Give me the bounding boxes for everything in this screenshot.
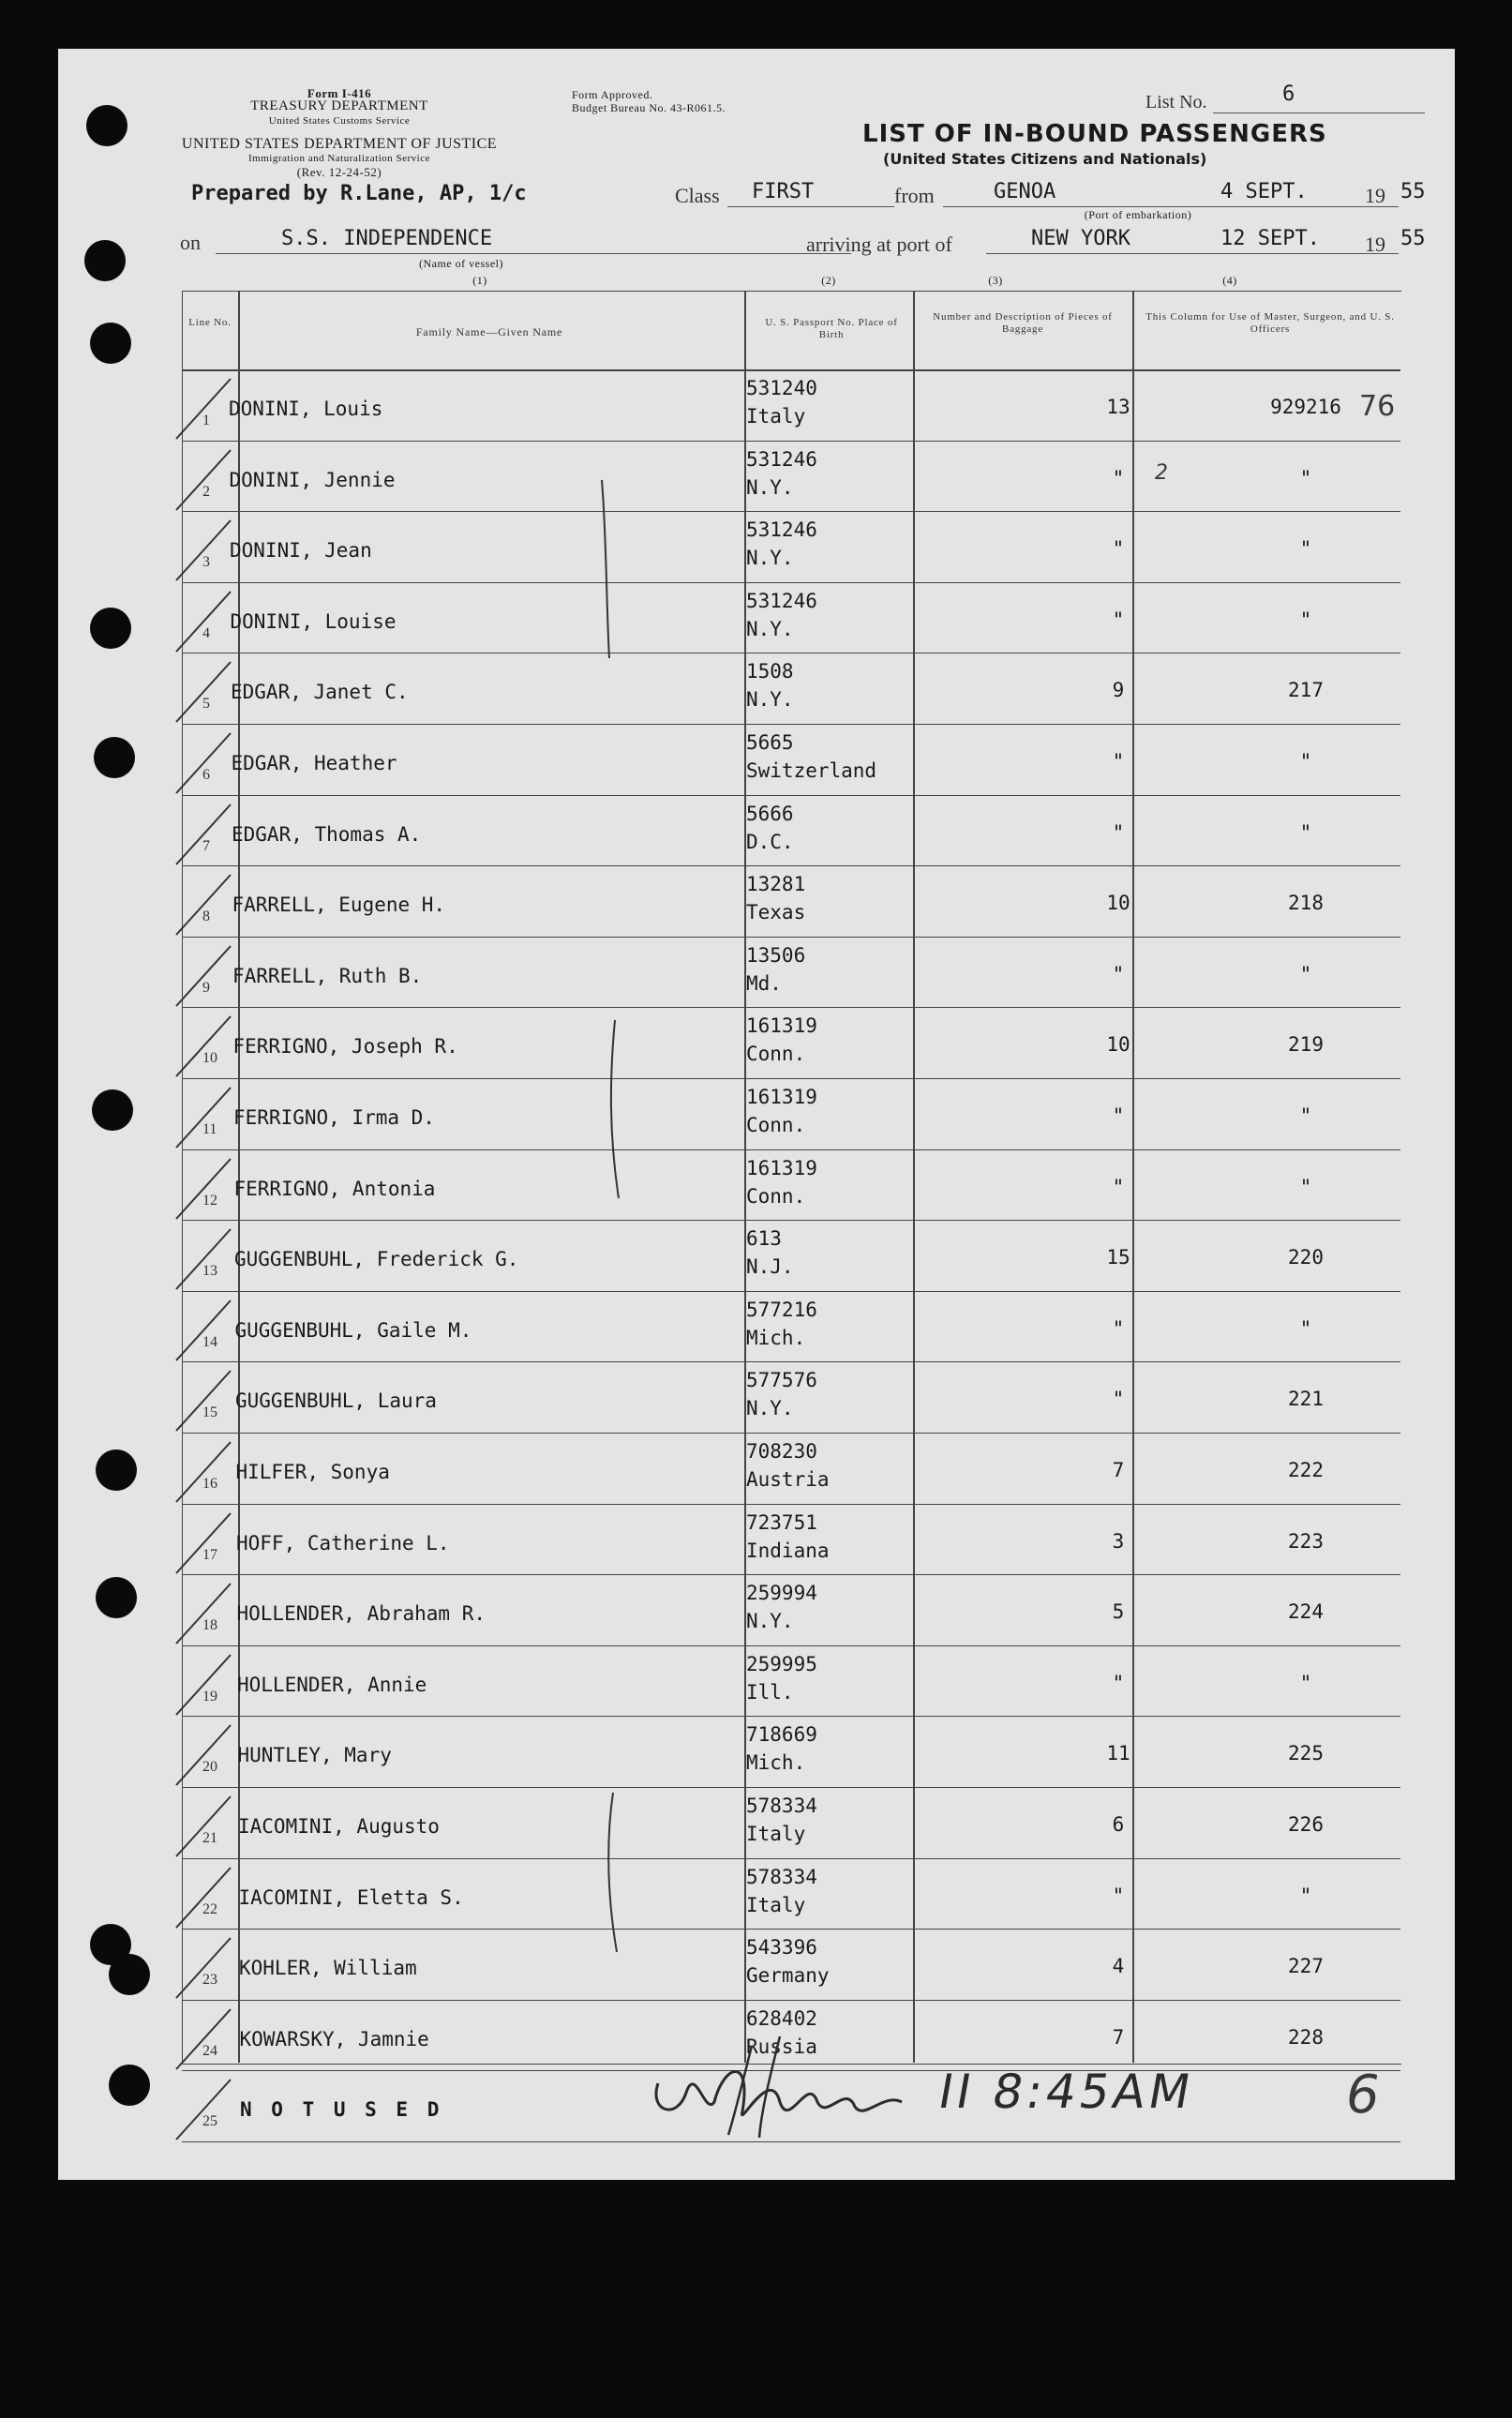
place-of-birth: Conn. <box>746 1184 806 1208</box>
col-header-line-no: Line No. <box>188 317 232 328</box>
passport-number: 161319 <box>746 1086 817 1108</box>
passport-number: 531246 <box>746 589 817 612</box>
officer-note: 929216 <box>1270 396 1341 418</box>
vessel-name: S.S. INDEPENDENCE <box>281 227 493 250</box>
officer-note: 220 <box>1288 1246 1324 1269</box>
arriving-label: arriving at port of <box>806 233 952 256</box>
line-number: 22 <box>202 1900 217 1917</box>
passport-number: 161319 <box>746 1014 817 1038</box>
budget-bureau: Budget Bureau No. 43-R061.5. <box>572 101 726 114</box>
place-of-birth: Switzerland <box>746 759 877 782</box>
officer-note: " <box>1299 608 1312 631</box>
vessel-label: (Name of vessel) <box>419 257 503 270</box>
baggage-count: " <box>1112 820 1125 844</box>
baggage-count: " <box>1112 1316 1125 1340</box>
line-number: 11 <box>202 1121 217 1137</box>
passport-number: 5665 <box>746 731 794 754</box>
line-number: 20 <box>202 1759 217 1776</box>
dept-treasury-sub: United States Customs Service <box>268 115 411 127</box>
baggage-count: 15 <box>1106 1246 1130 1269</box>
officer-note: 226 <box>1288 1813 1324 1836</box>
passenger-name: FERRIGNO, Joseph R. <box>232 1035 458 1059</box>
list-no-label: List No. <box>1145 92 1207 113</box>
stamp-mark: II 8:45AM <box>934 2065 1199 2119</box>
col-header-passport: U. S. Passport No. Place of Birth <box>765 317 898 340</box>
passenger-name: GUGGENBUHL, Frederick G. <box>234 1248 519 1271</box>
passenger-name: IACOMINI, Eletta S. <box>238 1885 464 1909</box>
place-of-birth: Mich. <box>746 1751 806 1775</box>
passenger-name: DONINI, Jean <box>230 539 372 563</box>
place-of-birth: N.J. <box>746 1255 794 1279</box>
passenger-name: EDGAR, Thomas A. <box>232 822 422 846</box>
passport-number: 1508 <box>746 660 794 683</box>
line-number: 10 <box>202 1050 217 1067</box>
passenger-name: EDGAR, Janet C. <box>231 681 409 704</box>
year-2: 55 <box>1400 227 1426 250</box>
depart-date: 4 SEPT. <box>1220 180 1308 203</box>
baggage-count: 6 <box>1112 1813 1125 1836</box>
baggage-count: " <box>1112 1671 1125 1694</box>
arrival-port: NEW YORK <box>1031 227 1130 250</box>
prepared-by: Prepared by R.Lane, AP, 1/c <box>191 182 527 205</box>
place-of-birth: Germany <box>746 1964 830 1988</box>
place-of-birth: Texas <box>746 901 806 924</box>
line-number: 18 <box>202 1617 217 1634</box>
line-number: 3 <box>202 554 210 571</box>
page-title: LIST OF IN-BOUND PASSENGERS <box>862 120 1327 148</box>
col-num-1: (1) <box>472 274 487 287</box>
form-number: Form I-416 <box>307 86 372 100</box>
passport-number: 718669 <box>746 1723 817 1747</box>
baggage-count: 9 <box>1112 679 1125 702</box>
passenger-name: HOFF, Catherine L. <box>236 1531 450 1554</box>
officer-note: " <box>1299 1175 1312 1198</box>
passenger-name: FERRIGNO, Antonia <box>233 1177 436 1200</box>
baggage-count: 7 <box>1112 2025 1125 2049</box>
place-of-birth: N.Y. <box>746 475 794 499</box>
dept-justice: UNITED STATES DEPARTMENT OF JUSTICE <box>181 136 498 152</box>
col-num-4: (4) <box>1222 274 1237 287</box>
year-prefix-1: 19 <box>1365 184 1385 207</box>
line-number: 23 <box>202 1972 217 1989</box>
passport-number: 259995 <box>746 1652 817 1675</box>
officer-note: " <box>1299 1316 1312 1340</box>
baggage-count: 13 <box>1106 396 1130 418</box>
line-number: 25 <box>202 2113 217 2130</box>
passport-number: 577216 <box>746 1298 817 1321</box>
passenger-name: DONINI, Jennie <box>229 468 396 491</box>
line-number: 13 <box>202 1263 217 1280</box>
line-number: 17 <box>202 1546 217 1563</box>
class-label: Class <box>675 184 720 207</box>
class-value: FIRST <box>752 180 815 203</box>
passport-number: 5666 <box>746 802 794 825</box>
line-number: 8 <box>202 909 210 925</box>
line-number: 4 <box>202 624 210 641</box>
officer-note: 227 <box>1288 1955 1324 1978</box>
passenger-name: FERRIGNO, Irma D. <box>233 1106 435 1129</box>
list-no-value: 6 <box>1282 83 1295 106</box>
baggage-count: " <box>1112 466 1125 489</box>
baggage-count: 10 <box>1106 1033 1130 1057</box>
officer-note: " <box>1299 820 1312 844</box>
passport-number: 578334 <box>746 1795 817 1817</box>
place-of-birth: N.Y. <box>746 1610 794 1633</box>
officer-note: 217 <box>1288 679 1324 702</box>
corner-mark: 76 <box>1359 390 1396 423</box>
baggage-count: 5 <box>1112 1600 1125 1624</box>
baggage-count: " <box>1112 750 1125 773</box>
officer-note: 218 <box>1288 892 1324 915</box>
passport-number: 531246 <box>746 447 817 471</box>
form-approval: Form Approved. <box>572 88 653 101</box>
passenger-name: FARRELL, Ruth B. <box>232 964 423 987</box>
officer-note: " <box>1299 962 1312 985</box>
place-of-birth: N.Y. <box>746 688 794 712</box>
passport-number: 708230 <box>746 1440 817 1463</box>
line-number: 19 <box>202 1688 217 1705</box>
col-header-baggage: Number and Description of Pieces of Baggage <box>933 311 1113 335</box>
officer-note: " <box>1299 1104 1312 1127</box>
place-of-birth: Ill. <box>746 1680 794 1704</box>
passenger-name: GUGGENBUHL, Laura <box>235 1389 437 1413</box>
baggage-count: " <box>1112 1104 1125 1127</box>
line-number: 1 <box>202 413 210 428</box>
baggage-count: 3 <box>1112 1529 1125 1553</box>
line-number: 9 <box>202 979 210 996</box>
passenger-name: GUGGENBUHL, Gaile M. <box>234 1318 472 1342</box>
place-of-birth: N.Y. <box>746 1397 794 1420</box>
passenger-name: KOWARSKY, Jamnie <box>239 2027 429 2050</box>
year-prefix-2: 19 <box>1365 233 1385 256</box>
officer-note: 228 <box>1288 2025 1324 2049</box>
officer-note: 222 <box>1288 1459 1324 1481</box>
bracket-marks <box>58 49 1455 2180</box>
passport-number: 578334 <box>746 1865 817 1888</box>
place-of-birth: Italy <box>746 405 806 428</box>
passenger-name: HUNTLEY, Mary <box>237 1744 392 1767</box>
from-value: GENOA <box>994 180 1056 203</box>
baggage-count: " <box>1112 1388 1125 1411</box>
officer-note: 219 <box>1288 1033 1324 1057</box>
dept-justice-sub: Immigration and Naturalization Service <box>247 153 431 164</box>
form-revision: (Rev. 12-24-52) <box>296 165 382 179</box>
page-subtitle: (United States Citizens and Nationals) <box>883 150 1207 168</box>
passport-number: 13506 <box>746 943 806 967</box>
place-of-birth: Conn. <box>746 1114 806 1136</box>
place-of-birth: Conn. <box>746 1043 806 1066</box>
line-number: 2 <box>202 483 210 500</box>
line-number: 16 <box>202 1476 217 1492</box>
passport-number: 259994 <box>746 1582 817 1605</box>
passport-number: 161319 <box>746 1156 817 1179</box>
col-num-2: (2) <box>821 274 836 287</box>
on-label: on <box>180 231 201 254</box>
passenger-name: N O T U S E D <box>240 2098 443 2122</box>
passport-number: 531240 <box>746 377 817 399</box>
year-1: 55 <box>1400 180 1426 203</box>
line-number: 24 <box>202 2042 217 2059</box>
col-num-3: (3) <box>988 274 1003 287</box>
passenger-name: FARRELL, Eugene H. <box>232 894 446 917</box>
passport-number: 543396 <box>746 1936 817 1960</box>
document-sheet <box>58 49 1455 2180</box>
place-of-birth: Austria <box>746 1468 830 1491</box>
passport-number: 628402 <box>746 2006 817 2030</box>
place-of-birth: N.Y. <box>746 617 794 640</box>
passenger-name: DONINI, Louise <box>230 609 397 633</box>
place-of-birth: D.C. <box>746 830 794 853</box>
baggage-count: 11 <box>1106 1742 1130 1765</box>
passenger-name: HOLLENDER, Abraham R. <box>236 1602 487 1626</box>
footer-mark: 6 <box>1346 2065 1380 2125</box>
passport-number: 613 <box>746 1227 782 1251</box>
from-label: from <box>894 184 935 207</box>
line-number: 12 <box>202 1192 217 1209</box>
baggage-count: " <box>1112 1175 1125 1198</box>
passport-number: 531246 <box>746 518 817 542</box>
baggage-count: 10 <box>1106 892 1130 915</box>
passenger-name: IACOMINI, Augusto <box>238 1815 440 1838</box>
passenger-name: KOHLER, William <box>239 1957 417 1980</box>
officer-note: " <box>1299 537 1312 561</box>
passenger-name: DONINI, Louis <box>229 398 383 420</box>
place-of-birth: Md. <box>746 971 782 995</box>
officer-note: " <box>1299 750 1312 773</box>
row2-mark: 2 <box>1155 461 1168 485</box>
officer-note: 221 <box>1288 1388 1324 1411</box>
baggage-count: " <box>1112 1884 1125 1907</box>
place-of-birth: Russia <box>746 2035 817 2058</box>
place-of-birth: N.Y. <box>746 547 794 570</box>
place-of-birth: Italy <box>746 1823 806 1845</box>
port-embark-label: (Port of embarkation) <box>1084 208 1192 221</box>
arrival-date: 12 SEPT. <box>1220 227 1320 250</box>
passport-number: 723751 <box>746 1510 817 1534</box>
line-number: 7 <box>202 837 210 854</box>
line-number: 6 <box>202 767 210 783</box>
line-number: 21 <box>202 1830 217 1846</box>
baggage-count: " <box>1112 537 1125 561</box>
passport-number: 577576 <box>746 1369 817 1392</box>
place-of-birth: Indiana <box>746 1539 830 1562</box>
col-header-name: Family Name—Given Name <box>415 325 563 338</box>
place-of-birth: Italy <box>746 1893 806 1916</box>
place-of-birth: Mich. <box>746 1326 806 1349</box>
passenger-name: EDGAR, Heather <box>231 752 397 774</box>
dept-treasury: TREASURY DEPARTMENT <box>250 98 428 113</box>
line-number: 5 <box>202 696 210 713</box>
officer-note: 223 <box>1288 1529 1324 1553</box>
baggage-count: 4 <box>1112 1955 1125 1978</box>
officer-note: " <box>1299 466 1312 489</box>
officer-note: 225 <box>1288 1742 1324 1765</box>
passenger-name: HOLLENDER, Annie <box>237 1673 427 1696</box>
col-header-officers: This Column for Use of Master, Surgeon, and U. S. Officers <box>1145 311 1395 335</box>
officer-note: " <box>1299 1671 1312 1694</box>
baggage-count: " <box>1112 962 1125 985</box>
line-number: 15 <box>202 1404 217 1421</box>
baggage-count: " <box>1112 608 1125 631</box>
officer-note: 224 <box>1288 1600 1324 1624</box>
line-number: 14 <box>202 1333 217 1350</box>
passenger-name: HILFER, Sonya <box>235 1461 390 1483</box>
passport-number: 13281 <box>746 873 806 896</box>
officer-note: " <box>1299 1884 1312 1907</box>
baggage-count: 7 <box>1112 1459 1125 1481</box>
